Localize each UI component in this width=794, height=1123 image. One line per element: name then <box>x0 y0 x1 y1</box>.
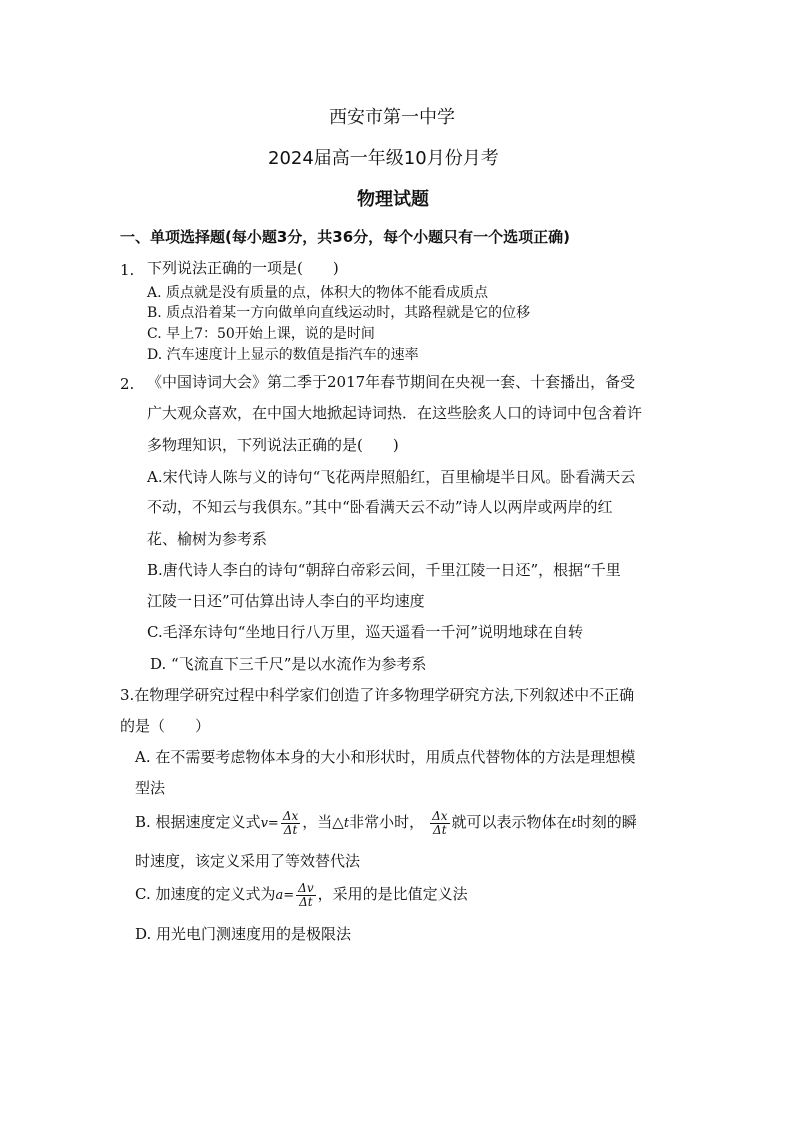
q2-option-d: D. “飞流直下三千尺”是以水流作为参考系 <box>150 655 427 673</box>
q3-stem-line-1: 3.在物理学研究过程中科学家们创造了许多物理学研究方法,下列叙述中不正确 <box>120 686 635 704</box>
q1-option-c: C. 早上7：50开始上课，说的是时间 <box>147 326 375 342</box>
q1-option-d: D. 汽车速度计上显示的数值是指汽车的速率 <box>147 347 419 363</box>
q1-option-a: A. 质点就是没有质量的点，体积大的物体不能看成质点 <box>147 285 489 301</box>
acceleration-fraction <box>296 882 315 909</box>
velocity-symbol: v <box>260 816 268 831</box>
q3-option-b-text-3: 就可以表示物体在 <box>451 813 572 831</box>
q2-stem-line-2: 广大观众喜欢，在中国大地掀起诗词热．在这些脍炙人口的诗词中包含着许 <box>147 404 643 422</box>
fraction-denominator: Δt <box>299 894 313 909</box>
delta-symbol: △ <box>332 813 344 831</box>
q2-stem-line-1: 《中国诗词大会》第二季于2017年春节期间在央视一套、十套播出，备受 <box>147 373 636 391</box>
subject-title: 物理试题 <box>357 189 429 210</box>
q3-option-d: D. 用光电门测速度用的是极限法 <box>135 925 352 943</box>
q3-option-b-text-1: ，当 <box>302 813 333 831</box>
fraction-denominator: Δt <box>283 822 298 837</box>
fraction-numerator: Δx <box>282 808 299 823</box>
q3-option-b-text-4: 时刻的瞬 <box>576 813 637 831</box>
q1-option-b: B. 质点沿着某一方向做单向直线运动时，其路程就是它的位移 <box>147 305 531 321</box>
q3-option-c-prefix: C. 加速度的定义式为 <box>135 885 276 903</box>
fraction-denominator: Δt <box>433 822 447 837</box>
q2-stem-line-3: 多物理知识，下列说法正确的是( ) <box>147 436 399 454</box>
section-heading: 一、单项选择题(每小题3分，共36分，每个小题只有一个选项正确) <box>120 228 571 246</box>
q2-option-b-line-2: 江陵一日还”可估算出诗人李白的平均速度 <box>147 592 425 610</box>
q3-option-c-tail: ，采用的是比值定义法 <box>317 885 468 903</box>
q3-option-b-line-1 <box>135 807 637 839</box>
school-name: 西安市第一中学 <box>329 107 455 128</box>
q2-option-a-line-2: 不动，不知云与我俱东。”其中“卧看满天云不动”诗人以两岸或两岸的红 <box>147 498 613 516</box>
q1-stem: 下列说法正确的一项是( ) <box>147 259 339 277</box>
fraction-numerator: Δv <box>298 880 314 895</box>
q2-option-c: C.毛泽东诗句“坐地日行八万里，巡天遥看一千河”说明地球在自转 <box>147 623 584 641</box>
q3-option-b-prefix: B. 根据速度定义式 <box>135 813 261 831</box>
fraction-numerator: Δx <box>432 808 448 823</box>
exam-title: 2024届高一年级10月份月考 <box>268 148 499 169</box>
q3-option-b-text-2: 非常小时， <box>349 813 425 831</box>
ratio-fraction <box>430 810 449 837</box>
q2-option-a-line-3: 花、榆树为参考系 <box>147 530 268 548</box>
equals-sign: = <box>283 888 295 903</box>
velocity-fraction <box>281 810 300 837</box>
equals-sign: = <box>267 816 279 831</box>
q3-option-a-line-2: 型法 <box>135 779 166 797</box>
q3-option-a-line-1: A. 在不需要考虑物体本身的大小和形状时，用质点代替物体的方法是理想模 <box>135 748 636 766</box>
q1-number: 1. <box>120 261 135 279</box>
q2-number: 2. <box>120 375 135 393</box>
acceleration-symbol: a <box>275 888 284 903</box>
q2-option-b-line-1: B.唐代诗人李白的诗句“朝辞白帝彩云间，千里江陵一日还”，根据“千里 <box>147 561 621 579</box>
q2-option-a-line-1: A.宋代诗人陈与义的诗句“飞花两岸照船红，百里榆堤半日风。卧看满天云 <box>147 468 636 486</box>
q3-option-b-line-2: 时速度，该定义采用了等效替代法 <box>135 852 361 870</box>
q3-option-c <box>135 877 468 913</box>
time-symbol: t <box>343 816 350 831</box>
q3-stem-line-2: 的是（ ） <box>120 717 211 735</box>
time-symbol: t <box>571 816 577 831</box>
